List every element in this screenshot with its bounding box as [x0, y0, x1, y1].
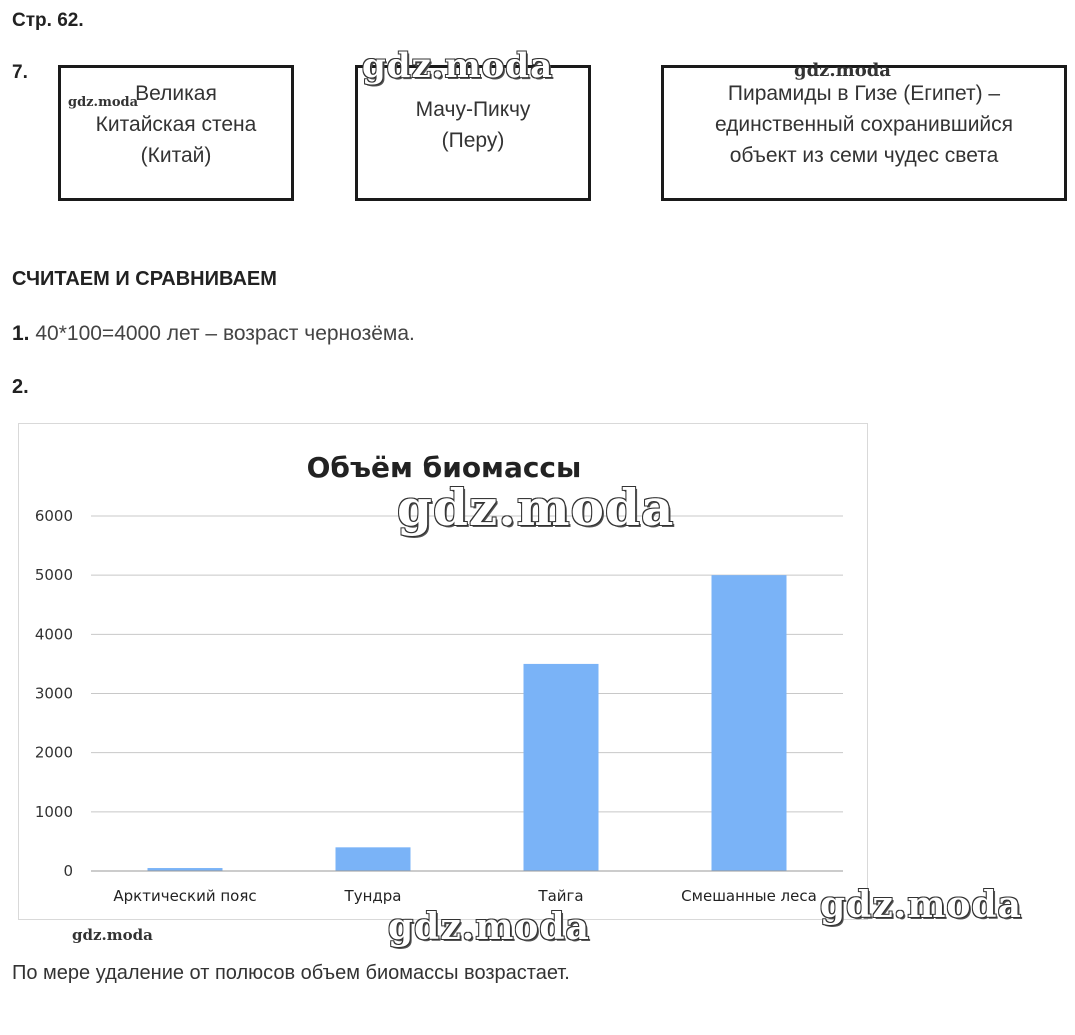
- watermark-logo: gdz.moda: [362, 46, 554, 86]
- y-tick-label: 6000: [34, 507, 73, 525]
- section-title: СЧИТАЕМ И СРАВНИВАЕМ: [12, 268, 277, 290]
- answer-box-pyramids-text: Пирамиды в Гизе (Египет) – единственный сохранившийся объект из семи чудес света: [714, 82, 1014, 167]
- answer-box-pyramids: [661, 65, 1067, 201]
- answer-box-great-wall: [58, 65, 294, 201]
- watermark-small: gdz.moda: [72, 926, 153, 944]
- y-tick-label: 1000: [34, 802, 73, 821]
- y-tick-label: 2000: [34, 743, 73, 762]
- x-tick-label: Тайга: [538, 887, 584, 905]
- item-1-text: 40*100=4000 лет – возраст чернозёма.: [35, 322, 415, 345]
- y-tick-label: 3000: [34, 684, 73, 703]
- page-header: Стр. 62.: [12, 10, 84, 31]
- watermark-small: gdz.moda: [68, 95, 139, 110]
- watermark-logo: gdz.moda: [388, 906, 590, 948]
- item-1: [12, 322, 415, 346]
- watermark-logo: gdz.moda: [820, 884, 1022, 926]
- x-tick-label: Смешанные леса: [681, 887, 817, 905]
- answer-box-great-wall-text: Великая Китайская стена (Китай): [95, 82, 257, 167]
- task-7-number: 7.: [12, 62, 28, 83]
- item-2-number: 2.: [12, 376, 29, 398]
- watermark-logo: gdz.moda: [397, 478, 675, 537]
- y-tick-label: 5000: [34, 566, 73, 585]
- watermark-small: gdz.moda: [794, 60, 891, 81]
- y-tick-label: 4000: [34, 625, 73, 644]
- y-tick-label: 0: [63, 862, 73, 880]
- x-tick-label: Арктический пояс: [113, 887, 257, 905]
- bar: [524, 664, 599, 871]
- item-1-number: 1.: [12, 322, 30, 345]
- chart-title: Объём биомассы: [306, 451, 582, 484]
- answer-box-machu-picchu-text: Мачу-Пикчу (Перу): [415, 98, 531, 152]
- bar: [712, 575, 787, 871]
- bar: [336, 847, 411, 871]
- x-tick-label: Тундра: [344, 887, 402, 905]
- conclusion-text: По мере удаление от полюсов объем биомассы возрастает.: [12, 962, 570, 984]
